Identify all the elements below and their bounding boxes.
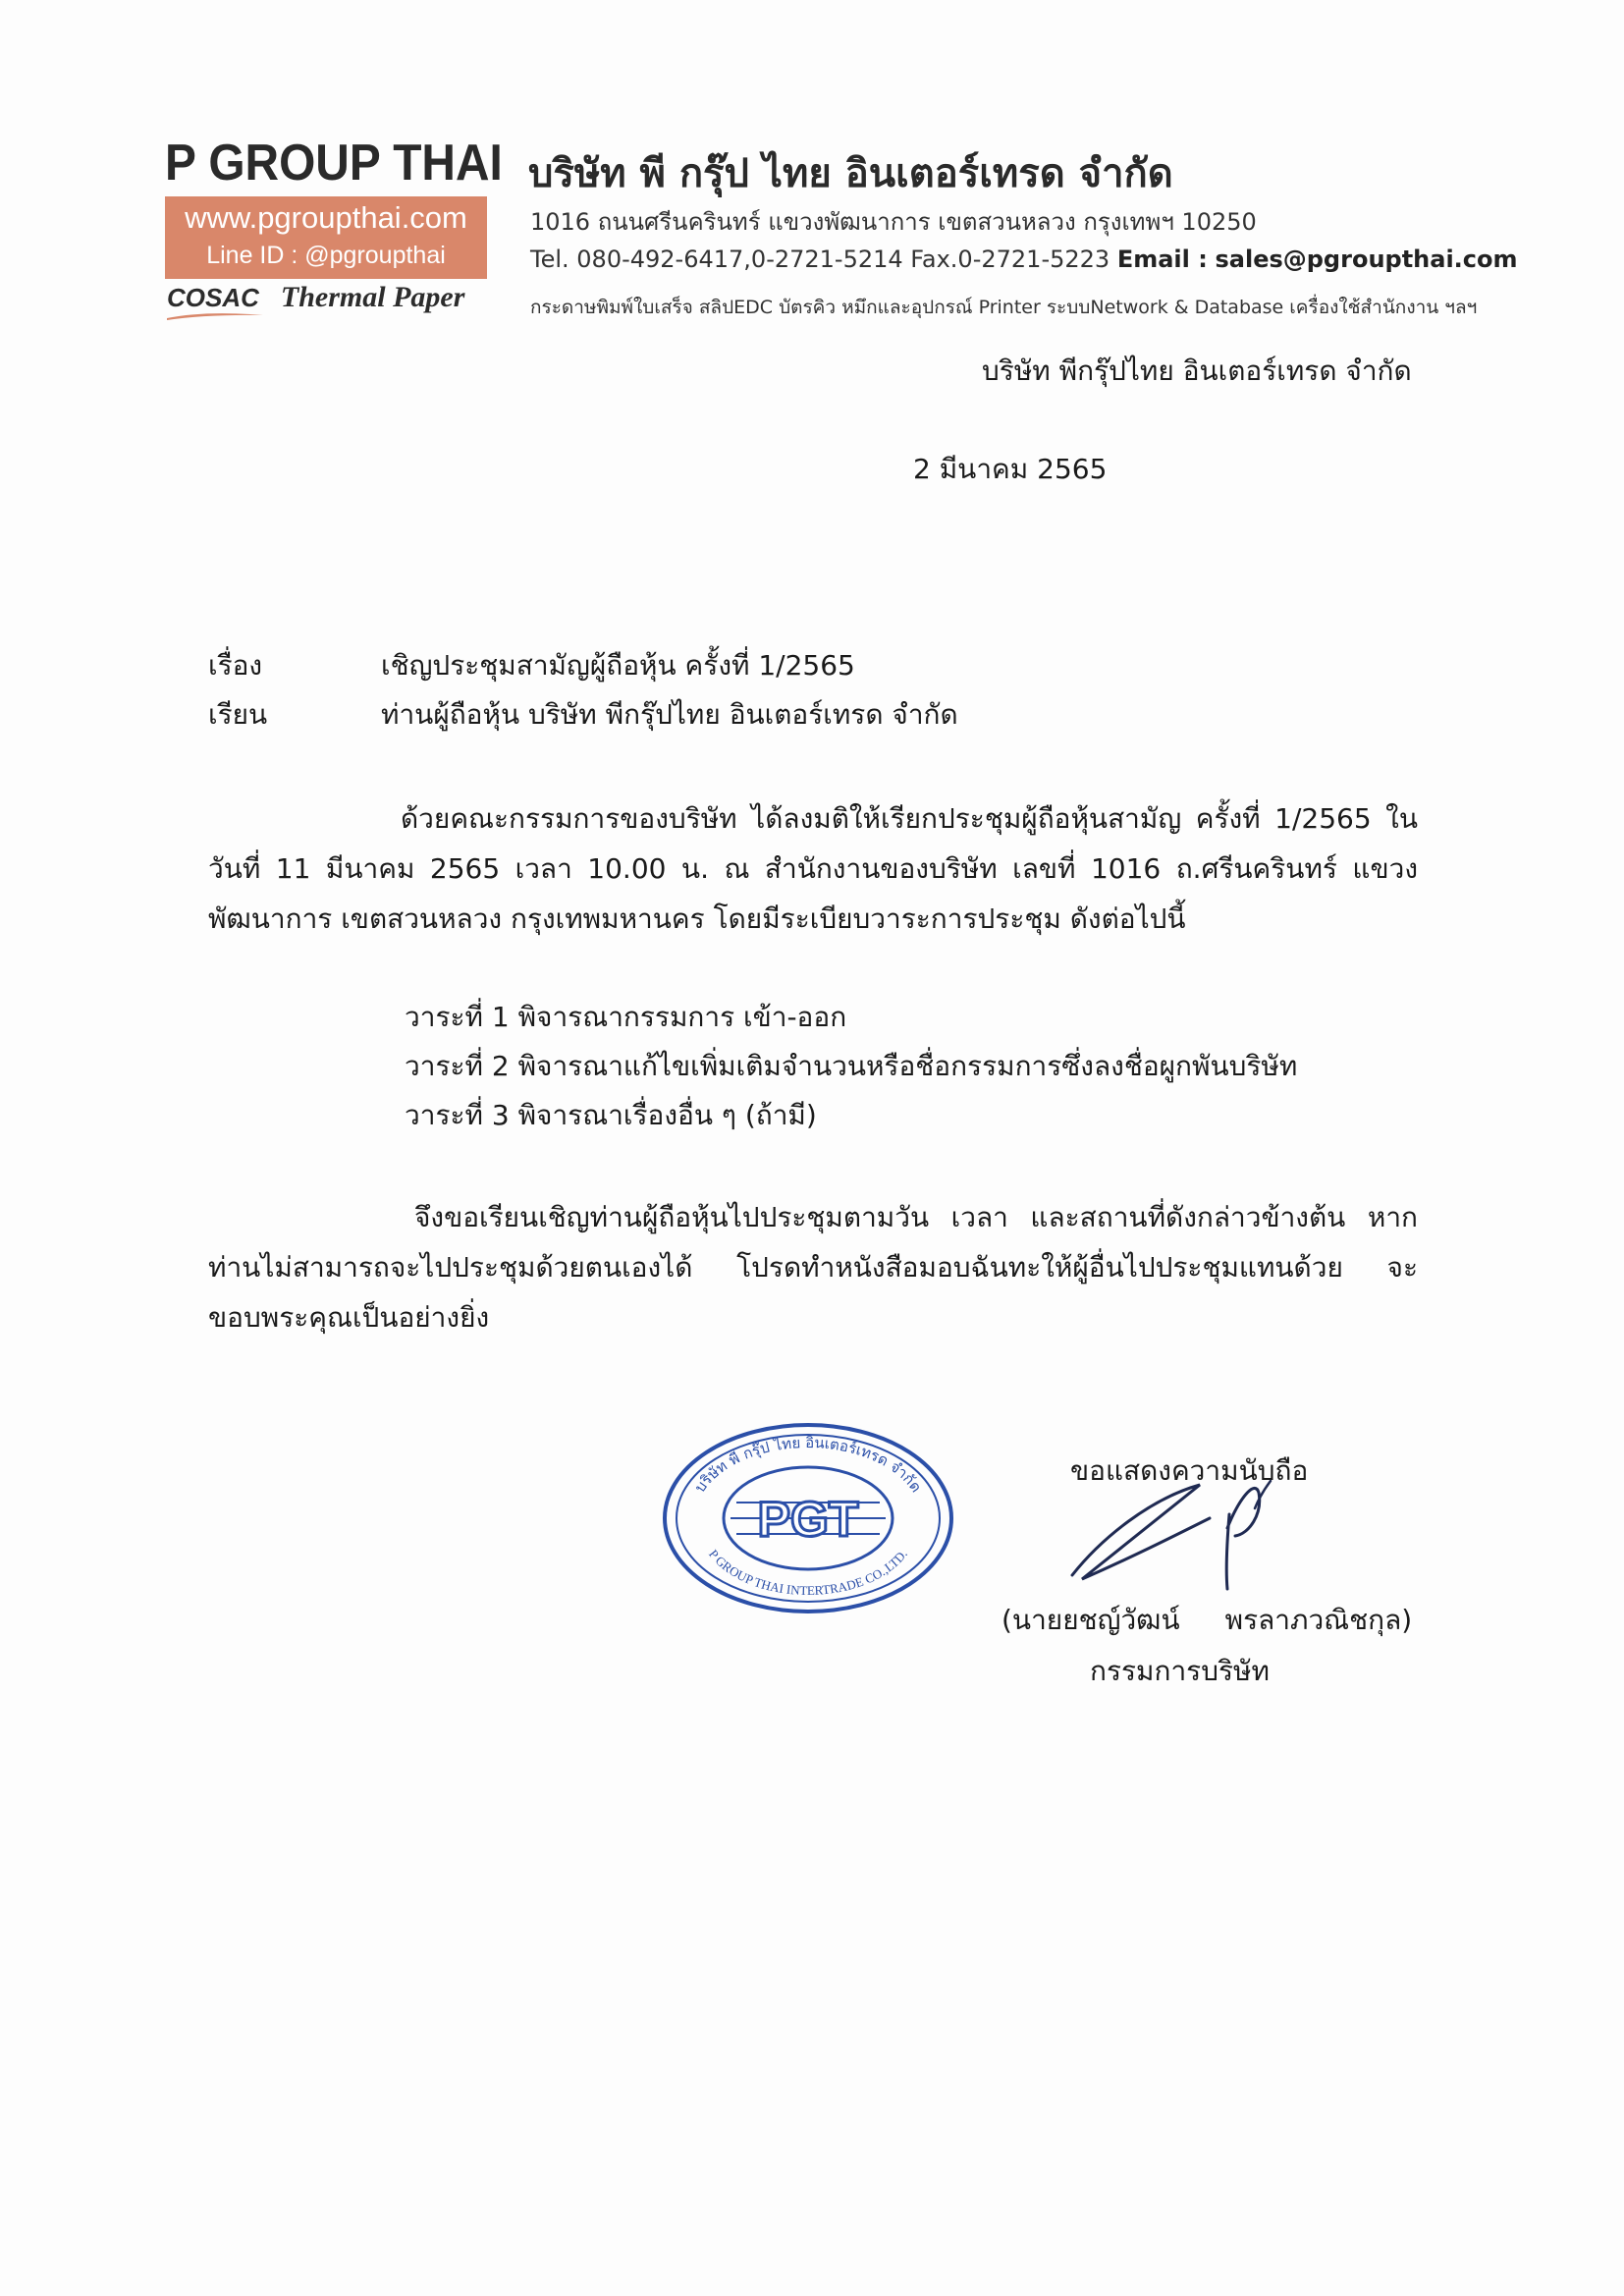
logo-line-id: Line ID : @pgroupthai xyxy=(206,242,446,269)
agenda-item-1: วาระที่ 1 พิจารณากรรมการ เข้า-ออก xyxy=(405,1001,847,1033)
company-products: กระดาษพิมพ์ใบเสร็จ สลิปEDC บัตรคิว หมึกและอุปกรณ์ Printer ระบบNetwork & Database เครื่องใช้สำนักงาน ฯลฯ xyxy=(530,297,1478,318)
logo-thermal-text: Thermal Paper xyxy=(280,281,465,313)
svg-text:บริษัท พี กรุ๊ป ไทย อินเตอร์เท: บริษัท พี กรุ๊ป ไทย อินเตอร์เทรด จำกัด xyxy=(690,1433,926,1497)
logo-cosac: COSAC xyxy=(167,283,259,312)
body-paragraph-2: จึงขอเรียนเชิญท่านผู้ถือหุ้นไปประชุมตามวัน เวลา และสถานที่ดังกล่าวข้างต้น หากท่านไม่สามารถจะไปประชุมด้วยตนเองได้ โปรดทำหนังสือมอบฉันทะให้ผู้อื่นไปประชุมแทนด้วย จะขอบพระคุณเป็นอย่างยิ่ง xyxy=(208,1201,1418,1334)
signer-last-name: พรลาภวณิชกุล) xyxy=(1224,1604,1413,1636)
subject-label: เรื่อง xyxy=(208,649,263,682)
agenda-item-2: วาระที่ 2 พิจารณาแก้ไขเพิ่มเติมจำนวนหรือชื่อกรรมการซึ่งลงชื่อผูกพันบริษัท xyxy=(405,1050,1298,1082)
recipient-label: เรียน xyxy=(208,698,268,731)
logo-swoosh-icon xyxy=(167,312,263,320)
company-phone: Tel. 080-492-6417,0-2721-5214 Fax.0-2721-5223 xyxy=(530,246,1110,273)
signature-icon xyxy=(1062,1459,1308,1597)
svg-text:PGT: PGT xyxy=(757,1492,859,1547)
company-name: บริษัท พี กรุ๊ป ไทย อินเตอร์เทรด จำกัด xyxy=(528,151,1173,196)
logo-website-box xyxy=(165,196,487,279)
body-paragraph-1: ด้วยคณะกรรมการของบริษัท ได้ลงมติให้เรียกประชุมผู้ถือหุ้นสามัญ ครั้งที่ 1/2565 ในวันที่ 11 มีนาคม 2565 เวลา 10.00 น. ณ สำนักงานของบริษัท เลขที่ 1016 ถ.ศรีนครินทร์ แขวงพัฒนาการ เขตสวนหลวง กรุงเทพมหานคร โดยมีระเบียบวาระการประชุม ดังต่อไปนี้ xyxy=(208,802,1418,935)
company-email-label: Email : xyxy=(1116,246,1208,273)
logo-thermal-paper xyxy=(167,281,464,314)
logo-title: P GROUP THAI xyxy=(165,135,503,191)
logo-website: www.pgroupthai.com xyxy=(185,200,467,235)
agenda-item-3: วาระที่ 3 พิจารณาเรื่องอื่น ๆ (ถ้ามี) xyxy=(405,1099,817,1131)
signer-first-name: (นายยชญ์วัฒน์ xyxy=(1001,1604,1180,1636)
signer-name xyxy=(1001,1599,1412,1642)
sender-name: บริษัท พีกรุ๊ปไทย อินเตอร์เทรด จำกัด xyxy=(982,355,1412,387)
closing-text: ขอแสดงความนับถือ xyxy=(1070,1454,1309,1487)
company-email: sales@pgroupthai.com xyxy=(1215,246,1518,273)
svg-text:P GROUP THAI INTERTRADE CO.,LT: P GROUP THAI INTERTRADE CO.,LTD. xyxy=(706,1546,910,1599)
recipient-text: ท่านผู้ถือหุ้น บริษัท พีกรุ๊ปไทย อินเตอร์เทรด จำกัด xyxy=(381,698,958,731)
subject-text: เชิญประชุมสามัญผู้ถือหุ้น ครั้งที่ 1/2565 xyxy=(381,649,855,682)
company-contact xyxy=(530,246,1518,273)
letter-date: 2 มีนาคม 2565 xyxy=(913,453,1108,485)
signer-position: กรรมการบริษัท xyxy=(1090,1655,1270,1687)
company-address: 1016 ถนนศรีนครินทร์ แขวงพัฒนาการ เขตสวนหลวง กรุงเทพฯ 10250 xyxy=(530,208,1257,236)
company-stamp-icon xyxy=(660,1420,956,1616)
